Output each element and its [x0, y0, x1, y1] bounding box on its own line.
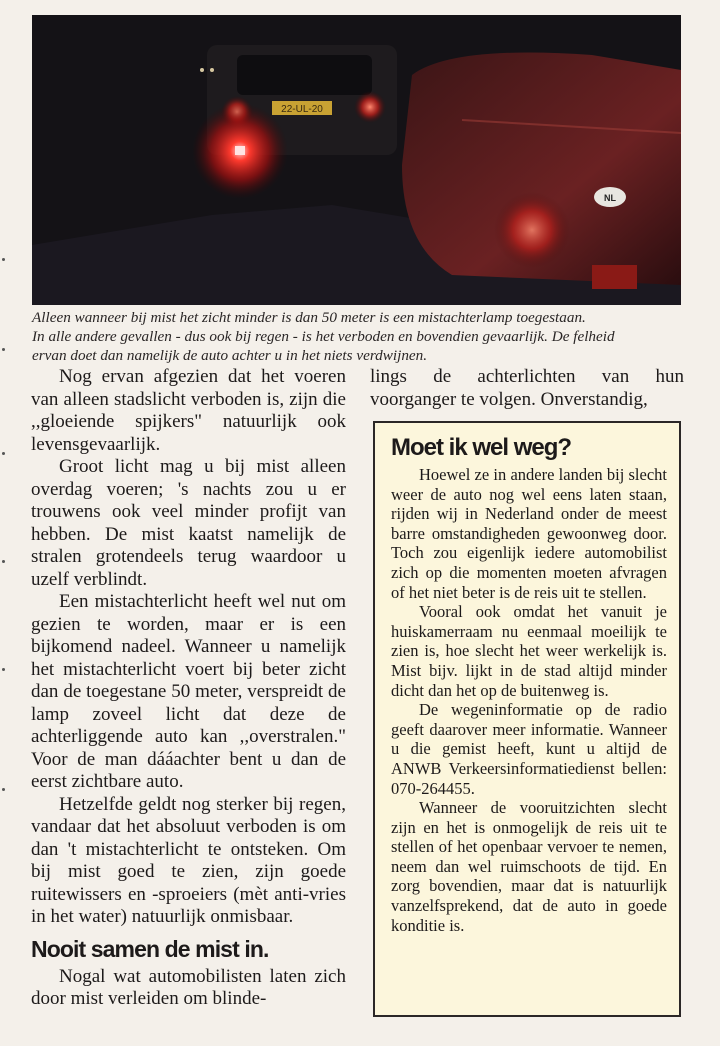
caption-line-1: Alleen wanneer bij mist het zicht minder is dan 50 meter is een mistachterlamp toegestaan. [32, 309, 586, 326]
country-badge-text: NL [604, 193, 616, 203]
sidebar-box-paragraph: Wanneer de vooruitzichten slecht zijn en het is onmogelijk de reis uit te stellen of het openbaar vervoer te nemen, neem dan wel ruimschoots de tijd. En zorg bovendien, maar dat is natuurlijk vanzelfsprekend, dat de auto in goede konditie is. [391, 798, 667, 935]
article-paragraph: Hetzelfde geldt nog sterker bij regen, vandaar dat het absoluut verboden is om dan 't mistachterlicht te ontsteken. Om bij mist goed te zien, zijn goede ruitewissers en -sproeiers (mèt anti-vries in het water) natuurlijk onmisbaar. [31, 793, 346, 927]
sidebar-box-title: Moet ik wel weg? [391, 434, 572, 461]
margin-mark [2, 348, 5, 351]
margin-mark [2, 788, 5, 791]
margin-mark [2, 560, 5, 563]
article-paragraph: Nog ervan afgezien dat het voeren van alleen stadslicht verboden is, zijn die ,,gloeiende spijkers" natuurlijk ook levensgevaarlijk. [31, 366, 346, 455]
photo-caption [32, 308, 684, 365]
article-paragraph: Nogal wat automobilisten laten zich door mist verleiden om blinde- [31, 965, 346, 1009]
article-left-column [31, 366, 346, 1011]
fog-tail-lights-photo [32, 15, 681, 305]
margin-mark [2, 258, 5, 261]
article-continuation: lings de achterlichten van hun voorganger te volgen. Onverstandig, [370, 366, 684, 410]
margin-mark [2, 452, 5, 455]
license-plate-text: 22-UL-20 [281, 104, 323, 115]
margin-mark [2, 668, 5, 671]
article-subheading: Nooit samen de mist in. [31, 935, 269, 962]
caption-line-2: In alle andere gevallen - dus ook bij regen - is het verboden en bovendien gevaarlijk. De felheid [32, 328, 615, 345]
sidebar-box-paragraph: Hoewel ze in andere landen bij slecht weer de auto nog wel eens laten staan, rijden wij in Nederland onder de meest barre omstandigheden gewoonweg door. Toch zou eigenlijk iedere automobilist zich op die momenten moeten afvragen of het niet beter is de reis uit te stellen. [391, 465, 667, 602]
caption-line-3: ervan doet dan namelijk de auto achter u in het niets verdwijnen. [32, 347, 428, 364]
article-paragraph: Groot licht mag u bij mist alleen overdag voeren; 's nachts zou u er trouwens ook veel minder profijt van hebben. De mist kaatst namelijk de stralen grotendeels terug waardoor u uzelf verblindt. [31, 456, 346, 590]
sidebar-box [373, 421, 681, 1017]
photo-scene [32, 15, 681, 305]
tail-light-right-distant [354, 91, 386, 123]
article-paragraph: Een mistachterlicht heeft wel nut om gezien te worden, maar er is een bijkomend nadeel. Wanneer u namelijk het mistachterlicht voert bij beter zicht dan de toegestane 50 meter, verspreidt de lamp zoveel licht dat deze de achterliggende auto kan ,,overstralen." Voor de man dááachter bent u dan de eerst zichtbare auto. [31, 591, 346, 792]
article-right-column [370, 366, 684, 411]
sidebar-box-paragraph: De wegeninformatie op de radio geeft daarover meer informatie. Wanneer u die gemist heeft, kunt u altijd de ANWB Verkeersinformatiedienst bellen: 070-264455. [391, 700, 667, 798]
sidebar-box-paragraph: Vooral ook omdat het vanuit je huiskamerraam nu eenmaal moeilijk te zien is, hoe slecht het weer werkelijk is. Mist bijv. lijkt in de stad altijd minder dicht dan het op de buitenweg is. [391, 602, 667, 700]
